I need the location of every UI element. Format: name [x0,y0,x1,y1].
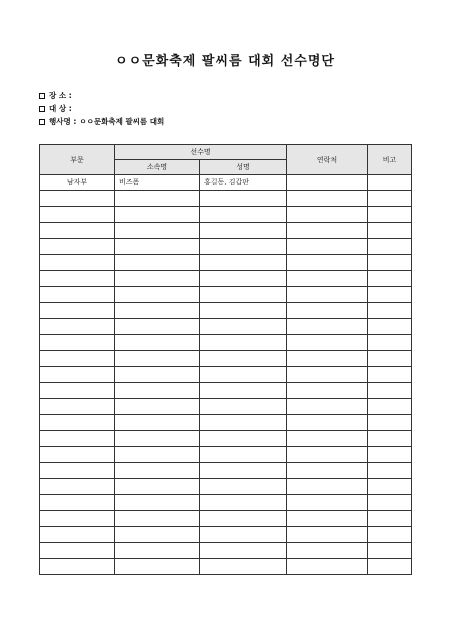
note-cell [368,559,412,575]
table-row [40,463,412,479]
contact-cell [287,495,368,511]
affiliation-cell [115,415,200,431]
note-cell [368,399,412,415]
player-name-cell [200,495,287,511]
note-cell [368,223,412,239]
contact-cell [287,207,368,223]
division-cell [40,447,115,463]
affiliation-cell [115,527,200,543]
division-cell [40,559,115,575]
note-cell [368,239,412,255]
player-name-cell [200,191,287,207]
contact-cell [287,367,368,383]
player-name-cell: 홍길동, 김갑판 [200,175,287,191]
contact-cell [287,431,368,447]
table-row [40,495,412,511]
affiliation-cell [115,303,200,319]
division-cell [40,351,115,367]
player-name-cell [200,239,287,255]
player-name-cell [200,559,287,575]
note-cell [368,447,412,463]
division-cell [40,511,115,527]
note-cell [368,287,412,303]
event-label: 행사명 : [49,117,77,126]
note-cell [368,495,412,511]
target-label: 대 상 : [49,104,72,113]
affiliation-cell [115,511,200,527]
note-cell [368,415,412,431]
contact-cell [287,351,368,367]
affiliation-cell [115,287,200,303]
table-row [40,319,412,335]
player-name-cell [200,207,287,223]
player-name-cell [200,351,287,367]
table-row [40,559,412,575]
contact-cell [287,559,368,575]
affiliation-cell [115,223,200,239]
contact-cell [287,447,368,463]
affiliation-cell [115,351,200,367]
division-cell [40,431,115,447]
player-name-cell [200,543,287,559]
note-cell [368,543,412,559]
contact-cell [287,463,368,479]
division-cell [40,223,115,239]
contact-cell [287,415,368,431]
contact-cell [287,383,368,399]
contact-cell [287,287,368,303]
player-name-cell [200,287,287,303]
table-row [40,207,412,223]
affiliation-cell [115,399,200,415]
player-name-cell [200,319,287,335]
contact-cell [287,175,368,191]
player-name-cell [200,463,287,479]
page-title: ㅇㅇ문화축제 팔씨름 대회 선수명단 [115,54,335,69]
affiliation-cell [115,559,200,575]
affiliation-cell [115,495,200,511]
affiliation-cell [115,463,200,479]
division-cell [40,495,115,511]
table-row [40,271,412,287]
affiliation-cell [115,191,200,207]
affiliation-cell [115,431,200,447]
affiliation-cell [115,319,200,335]
affiliation-cell [115,207,200,223]
table-row [40,431,412,447]
player-name-cell [200,367,287,383]
affiliation-cell [115,335,200,351]
division-cell [40,543,115,559]
roster-body [40,175,412,575]
table-row [40,511,412,527]
division-cell [40,415,115,431]
contact-cell [287,191,368,207]
contact-cell [287,527,368,543]
event-name-line [39,115,164,128]
division-cell [40,287,115,303]
player-name-cell [200,255,287,271]
table-row [40,335,412,351]
division-cell [40,239,115,255]
table-row [40,479,412,495]
header-contact: 연락처 [287,145,368,175]
note-cell [368,271,412,287]
table-row [40,399,412,415]
player-name-cell [200,511,287,527]
header-name: 성명 [200,160,287,175]
affiliation-cell [115,255,200,271]
table-row [40,303,412,319]
affiliation-cell [115,383,200,399]
division-cell [40,207,115,223]
note-cell [368,335,412,351]
contact-cell [287,319,368,335]
player-name-cell [200,335,287,351]
note-cell [368,511,412,527]
division-cell [40,463,115,479]
affiliation-cell [115,447,200,463]
checkbox-icon [39,119,45,125]
player-name-cell [200,527,287,543]
player-name-cell [200,223,287,239]
event-name-value: ㅇㅇ문화축제 팔씨름 대회 [79,117,165,126]
affiliation-cell: 비즈폼 [115,175,200,191]
player-roster-table [39,144,412,575]
header-division: 부문 [40,145,115,175]
header-note: 비고 [368,145,412,175]
note-cell [368,207,412,223]
table-row [40,447,412,463]
contact-cell [287,335,368,351]
note-cell [368,479,412,495]
table-row [40,255,412,271]
division-cell [40,383,115,399]
note-cell [368,191,412,207]
division-cell [40,399,115,415]
table-row [40,287,412,303]
table-row [40,191,412,207]
place-label: 장 소 : [49,91,72,100]
division-cell [40,303,115,319]
note-cell [368,175,412,191]
division-cell [40,367,115,383]
player-name-cell [200,271,287,287]
header-affiliation: 소속명 [115,160,200,175]
affiliation-cell [115,479,200,495]
player-name-cell [200,383,287,399]
division-cell [40,271,115,287]
note-cell [368,303,412,319]
note-cell [368,527,412,543]
contact-cell [287,543,368,559]
place-line [39,89,164,102]
player-name-cell [200,447,287,463]
player-name-cell [200,415,287,431]
player-name-cell [200,479,287,495]
table-row [40,239,412,255]
contact-cell [287,303,368,319]
note-cell [368,351,412,367]
player-name-cell [200,431,287,447]
contact-cell [287,479,368,495]
table-header-row [40,145,412,160]
contact-cell [287,239,368,255]
division-cell [40,191,115,207]
table-row [40,527,412,543]
affiliation-cell [115,543,200,559]
note-cell [368,431,412,447]
event-info [39,89,164,128]
note-cell [368,463,412,479]
division-cell [40,319,115,335]
checkbox-icon [39,106,45,112]
checkbox-icon [39,93,45,99]
note-cell [368,319,412,335]
affiliation-cell [115,367,200,383]
player-name-cell [200,303,287,319]
note-cell [368,383,412,399]
contact-cell [287,399,368,415]
division-cell [40,527,115,543]
affiliation-cell [115,239,200,255]
table-row [40,223,412,239]
division-cell [40,255,115,271]
table-row [40,367,412,383]
contact-cell [287,511,368,527]
header-players: 선수명 [115,145,287,160]
note-cell [368,255,412,271]
note-cell [368,367,412,383]
division-cell: 남자부 [40,175,115,191]
contact-cell [287,223,368,239]
table-row [40,543,412,559]
affiliation-cell [115,271,200,287]
player-name-cell [200,399,287,415]
division-cell [40,335,115,351]
table-row [40,351,412,367]
table-row [40,383,412,399]
table-row [40,415,412,431]
contact-cell [287,271,368,287]
target-line [39,102,164,115]
table-row [40,175,412,191]
contact-cell [287,255,368,271]
division-cell [40,479,115,495]
